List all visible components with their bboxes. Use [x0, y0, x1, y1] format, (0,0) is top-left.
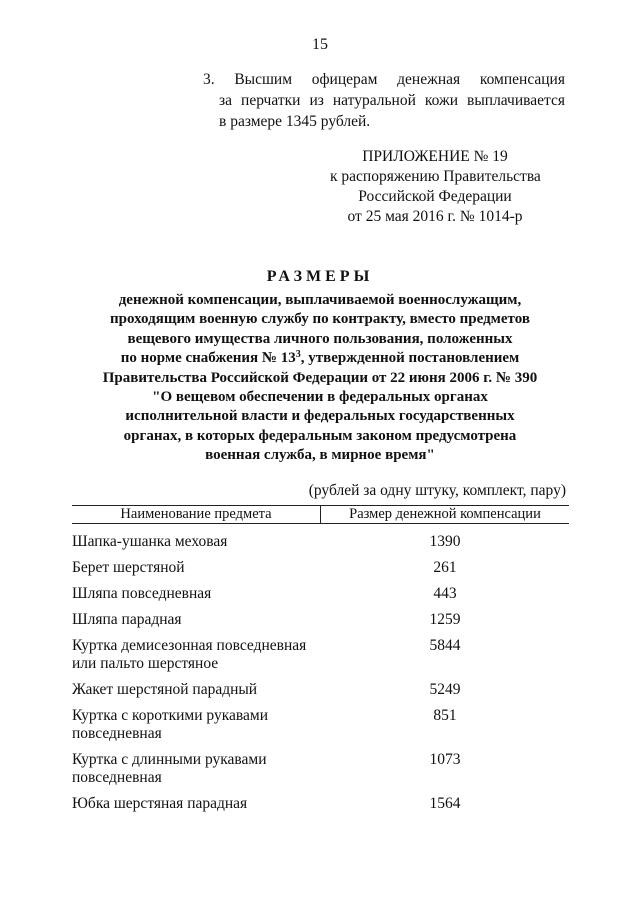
subtitle-line-2: проходящим военную службу по контракту, вместо предметов: [110, 311, 530, 328]
subtitle-superscript: 3: [295, 349, 301, 361]
appendix-line-3: Российской Федерации: [358, 188, 512, 205]
item-3-line-2: за перчатки из натуральной кожи выплачивается: [219, 92, 565, 109]
item-name: [72, 611, 317, 629]
item-name-line-1: Куртка демисезонная повседневная: [72, 637, 307, 654]
item-name: [72, 637, 317, 673]
item-name-line-1: Шапка-ушанка меховая: [72, 533, 228, 550]
item-name: [72, 559, 317, 577]
table-header-name: Наименование предмета: [120, 506, 272, 522]
item-name: [72, 795, 317, 813]
item-value: 851: [433, 707, 457, 724]
subtitle-line-8: органах, в которых федеральным законом предусмотрена: [123, 427, 517, 444]
item-3-paragraph: [203, 69, 565, 132]
item-value: 5249: [429, 681, 461, 698]
item-value: 261: [433, 559, 457, 576]
subtitle-line-6: "О вещевом обеспечении в федеральных органах: [152, 389, 488, 406]
table-row: [72, 707, 569, 743]
item-value: 1390: [429, 533, 461, 550]
subtitle-line-4-before: по норме снабжения № 13: [120, 350, 296, 367]
item-name-line-1: Жакет шерстяной парадный: [72, 681, 258, 698]
item-name-line-2: или пальто шерстяное: [72, 655, 219, 672]
subtitle-line-3: вещевого имущества личного пользования, положенных: [127, 330, 513, 347]
table-header-value: Размер денежной компенсации: [349, 506, 541, 522]
table-row: [72, 637, 569, 673]
item-name: [72, 707, 317, 743]
table-row: [72, 611, 569, 629]
item-value: 1564: [429, 795, 461, 812]
item-name: [72, 681, 317, 699]
subtitle-line-4: [60, 349, 580, 368]
item-name-line-2: повседневная: [72, 725, 162, 742]
item-value: 1073: [429, 751, 461, 768]
unit-note: (рублей за одну штуку, комплект, пару): [308, 482, 566, 499]
item-name-line-1: Шляпа парадная: [72, 611, 182, 628]
table-row: [72, 533, 569, 551]
item-name-line-1: Куртка с длинными рукавами: [72, 751, 267, 768]
item-value: 5844: [429, 637, 461, 654]
page-number: 15: [312, 36, 328, 53]
subtitle-line-1: денежной компенсации, выплачиваемой военнослужащим,: [118, 292, 522, 308]
table-row: [72, 751, 569, 787]
subtitle-line-9: военная служба, в мирное время": [205, 447, 435, 464]
item-name: [72, 533, 317, 551]
document-subtitle: [60, 291, 580, 466]
item-value: 1259: [429, 611, 461, 628]
item-name-line-1: Юбка шерстяная парадная: [72, 795, 248, 812]
appendix-number: ПРИЛОЖЕНИЕ № 19: [362, 148, 508, 165]
item-name: [72, 751, 317, 787]
item-name: [72, 585, 317, 603]
item-3-line-1: 3. Высшим офицерам денежная компенсация: [203, 71, 565, 88]
table-row: [72, 795, 569, 813]
appendix-date: от 25 мая 2016 г. № 1014-р: [347, 208, 523, 225]
table-row: [72, 681, 569, 699]
table-header-rule: [72, 523, 569, 524]
table-row: [72, 585, 569, 603]
item-name-line-1: Берет шерстяной: [72, 559, 185, 576]
subtitle-line-5: Правительства Российской Федерации от 22 июня 2006 г. № 390: [102, 369, 538, 386]
item-name-line-2: повседневная: [72, 769, 162, 786]
item-name-line-1: Шляпа повседневная: [72, 585, 212, 602]
appendix-line-2: к распоряжению Правительства: [330, 168, 541, 185]
item-name-line-1: Куртка с короткими рукавами: [72, 707, 268, 724]
table-row: [72, 559, 569, 577]
item-value: 443: [433, 585, 457, 602]
subtitle-line-4-after: , утвержденной постановлением: [300, 350, 520, 367]
subtitle-line-7: исполнительной власти и федеральных государственных: [125, 408, 515, 425]
item-3-line-3: в размере 1345 рублей.: [219, 113, 371, 130]
appendix-header: [330, 147, 540, 227]
table-body: [72, 533, 569, 813]
document-title: РАЗМЕРЫ: [266, 268, 374, 285]
